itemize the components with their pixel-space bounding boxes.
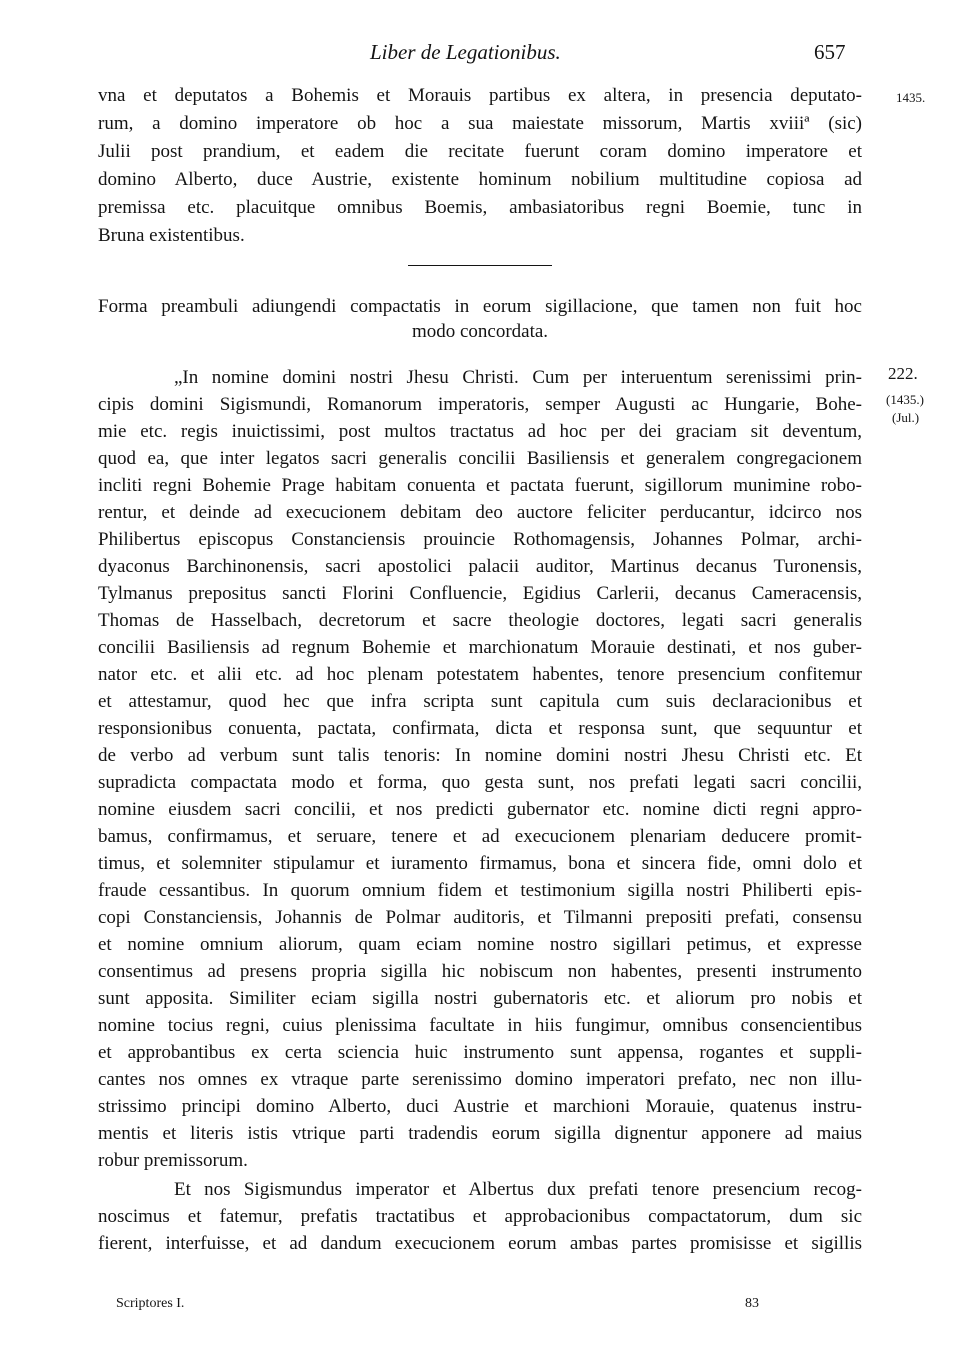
text-line: premissa etc. placuitque omnibus Boemis, ambasiatoribus regni Boemie, tunc in xyxy=(98,197,862,218)
text-line: incliti regni Bohemie Prage habitam conuenta et pactata fuerunt, sigillorum munimine robo- xyxy=(98,475,862,496)
text-line: dyaconus Barchinonensis, sacri apostolici palacii auditor, Martinus decanus Turonensis, xyxy=(98,556,862,577)
text-line: sunt apposita. Similiter eciam sigilla nostri gubernatoris etc. et aliorum pro nobis et xyxy=(98,988,862,1009)
text-line: Et nos Sigismundus imperator et Albertus dux prefati tenore presencium recog- xyxy=(174,1179,862,1200)
text-line: nomine eiusdem sacri concilii, et nos predicti gubernator etc. nomine dicti regni appro- xyxy=(98,799,862,820)
text-line: nomine tocius regni, cuius plenissima facultate in hiis fungimur, omnibus consencientibus xyxy=(98,1015,862,1036)
text-line: et approbantibus ex certa sciencia huic instrumento sunt appensa, rogantes et suppli- xyxy=(98,1042,862,1063)
page-number: 657 xyxy=(814,40,846,64)
text-line: robur premissorum. xyxy=(98,1150,248,1171)
text-line: copi Constanciensis, Johannis de Polmar auditoris, et Tilmanni prepositi prefati, consensu xyxy=(98,907,862,928)
text-line: fraude cessantibus. In quorum omnium fidem et testimonium sigilla nostri Philiberti epis- xyxy=(98,880,862,901)
text-line: rum, a domino imperatore ob hoc a sua maiestate missorum, Martis xviiiª (sic) xyxy=(98,113,862,134)
text-line: supradicta compactata modo et forma, quo gesta sunt, nos prefati legati sacri concilii, xyxy=(98,772,862,793)
text-line: domino Alberto, duce Austrie, existente hominum nobilium multitudine copiosa ad xyxy=(98,169,862,190)
text-line: concilii Basiliensis ad regnum Bohemie et marchionatum Morauie destinati, et nos guber- xyxy=(98,637,862,658)
text-line: Philibertus episcopus Constanciensis prouincie Rothomagensis, Johannes Polmar, archi- xyxy=(98,529,862,550)
text-line: cantes nos omnes ex vtraque parte serenissimo domino imperatori prefato, nec non illu- xyxy=(98,1069,862,1090)
section-heading-continued: modo concordata. xyxy=(411,321,549,342)
text-line: mentis et literis istis vtrique parti tradendis eorum sigilla dignentur apponere ad maius xyxy=(98,1123,862,1144)
section-divider xyxy=(408,265,552,266)
text-line: mie etc. regis inuictissimi, post multos tractatus ad hoc per dei graciam sit deventum, xyxy=(98,421,862,442)
text-line: fierent, interfuisse, et ad dandum execucionem eorum ambas partes promisisse et sigillis xyxy=(98,1233,862,1254)
section-heading: Forma preambuli adiungendi compactatis in eorum sigillacione, que tamen non fuit hoc xyxy=(98,296,862,317)
text-line: „In nomine domini nostri Jhesu Christi. Cum per interuentum serenissimi prin- xyxy=(174,367,862,388)
text-line: bamus, confirmamus, et seruare, tenere et ad execucionem plenariam deducere promit- xyxy=(98,826,862,847)
margin-document-year: (1435.) xyxy=(886,392,924,407)
text-line: de verbo ad verbum sunt talis tenoris: In nomine domini nostri Jhesu Christi etc. Et xyxy=(98,745,862,766)
running-title: Liber de Legationibus. xyxy=(370,40,561,64)
text-line: nator etc. et alii etc. ad hoc plenam potestatem habentes, tenore presencium confitemur xyxy=(98,664,862,685)
text-line: rentur, et deinde ad execucionem debitam deo auctore feliciter perducantur, idcirco nos xyxy=(98,502,862,523)
margin-document-number: 222. xyxy=(888,364,918,383)
footer-sheet-number: 83 xyxy=(745,1296,759,1311)
text-line: strissimo principi domino Alberto, duci Austrie et marchioni Morauie, quatenus instru- xyxy=(98,1096,862,1117)
text-line: Tylmanus prepositus sancti Florini Confluencie, Egidius Carlerii, decanus Cameracensis, xyxy=(98,583,862,604)
text-line: Thomas de Hasselbach, decretorum et sacre theologie doctores, legati sacri generalis xyxy=(98,610,862,631)
text-line: Bruna existentibus. xyxy=(98,225,245,246)
text-line: cipis domini Sigismundi, Romanorum imperatoris, semper Augusti ac Hungarie, Bohe- xyxy=(98,394,862,415)
text-line: et nomine omnium aliorum, quam eciam nomine nostro sigillari petimus, et expresse xyxy=(98,934,862,955)
text-line: timus, et solemniter stipulamur et iuramento firmamus, bona et sincera fide, omni dolo et xyxy=(98,853,862,874)
margin-year: 1435. xyxy=(896,90,926,105)
text-line: vna et deputatos a Bohemis et Morauis partibus ex altera, in presencia deputato- xyxy=(98,85,862,106)
text-line: et attestamur, quod hec que infra scripta sunt capitula cum suis declaracionibus et xyxy=(98,691,862,712)
text-line: quod ea, que inter legatos sacri generalis concilii Basiliensis et generalem congregacionem xyxy=(98,448,862,469)
footer-signature: Scriptores I. xyxy=(116,1296,185,1311)
text-line: Julii post prandium, et eadem die recitate fuerunt coram domino imperatore et xyxy=(98,141,862,162)
text-line: consentimus ad presens propria sigilla hic nobiscum non habentes, presenti instrumento xyxy=(98,961,862,982)
text-line: noscimus et fatemur, prefatis tractatibus et approbacionibus compactatorum, dum sic xyxy=(98,1206,862,1227)
text-line: responsionibus conuenta, pactata, confirmata, dicta et responsa sunt, que sequuntur et xyxy=(98,718,862,739)
margin-document-month: (Jul.) xyxy=(892,410,920,425)
